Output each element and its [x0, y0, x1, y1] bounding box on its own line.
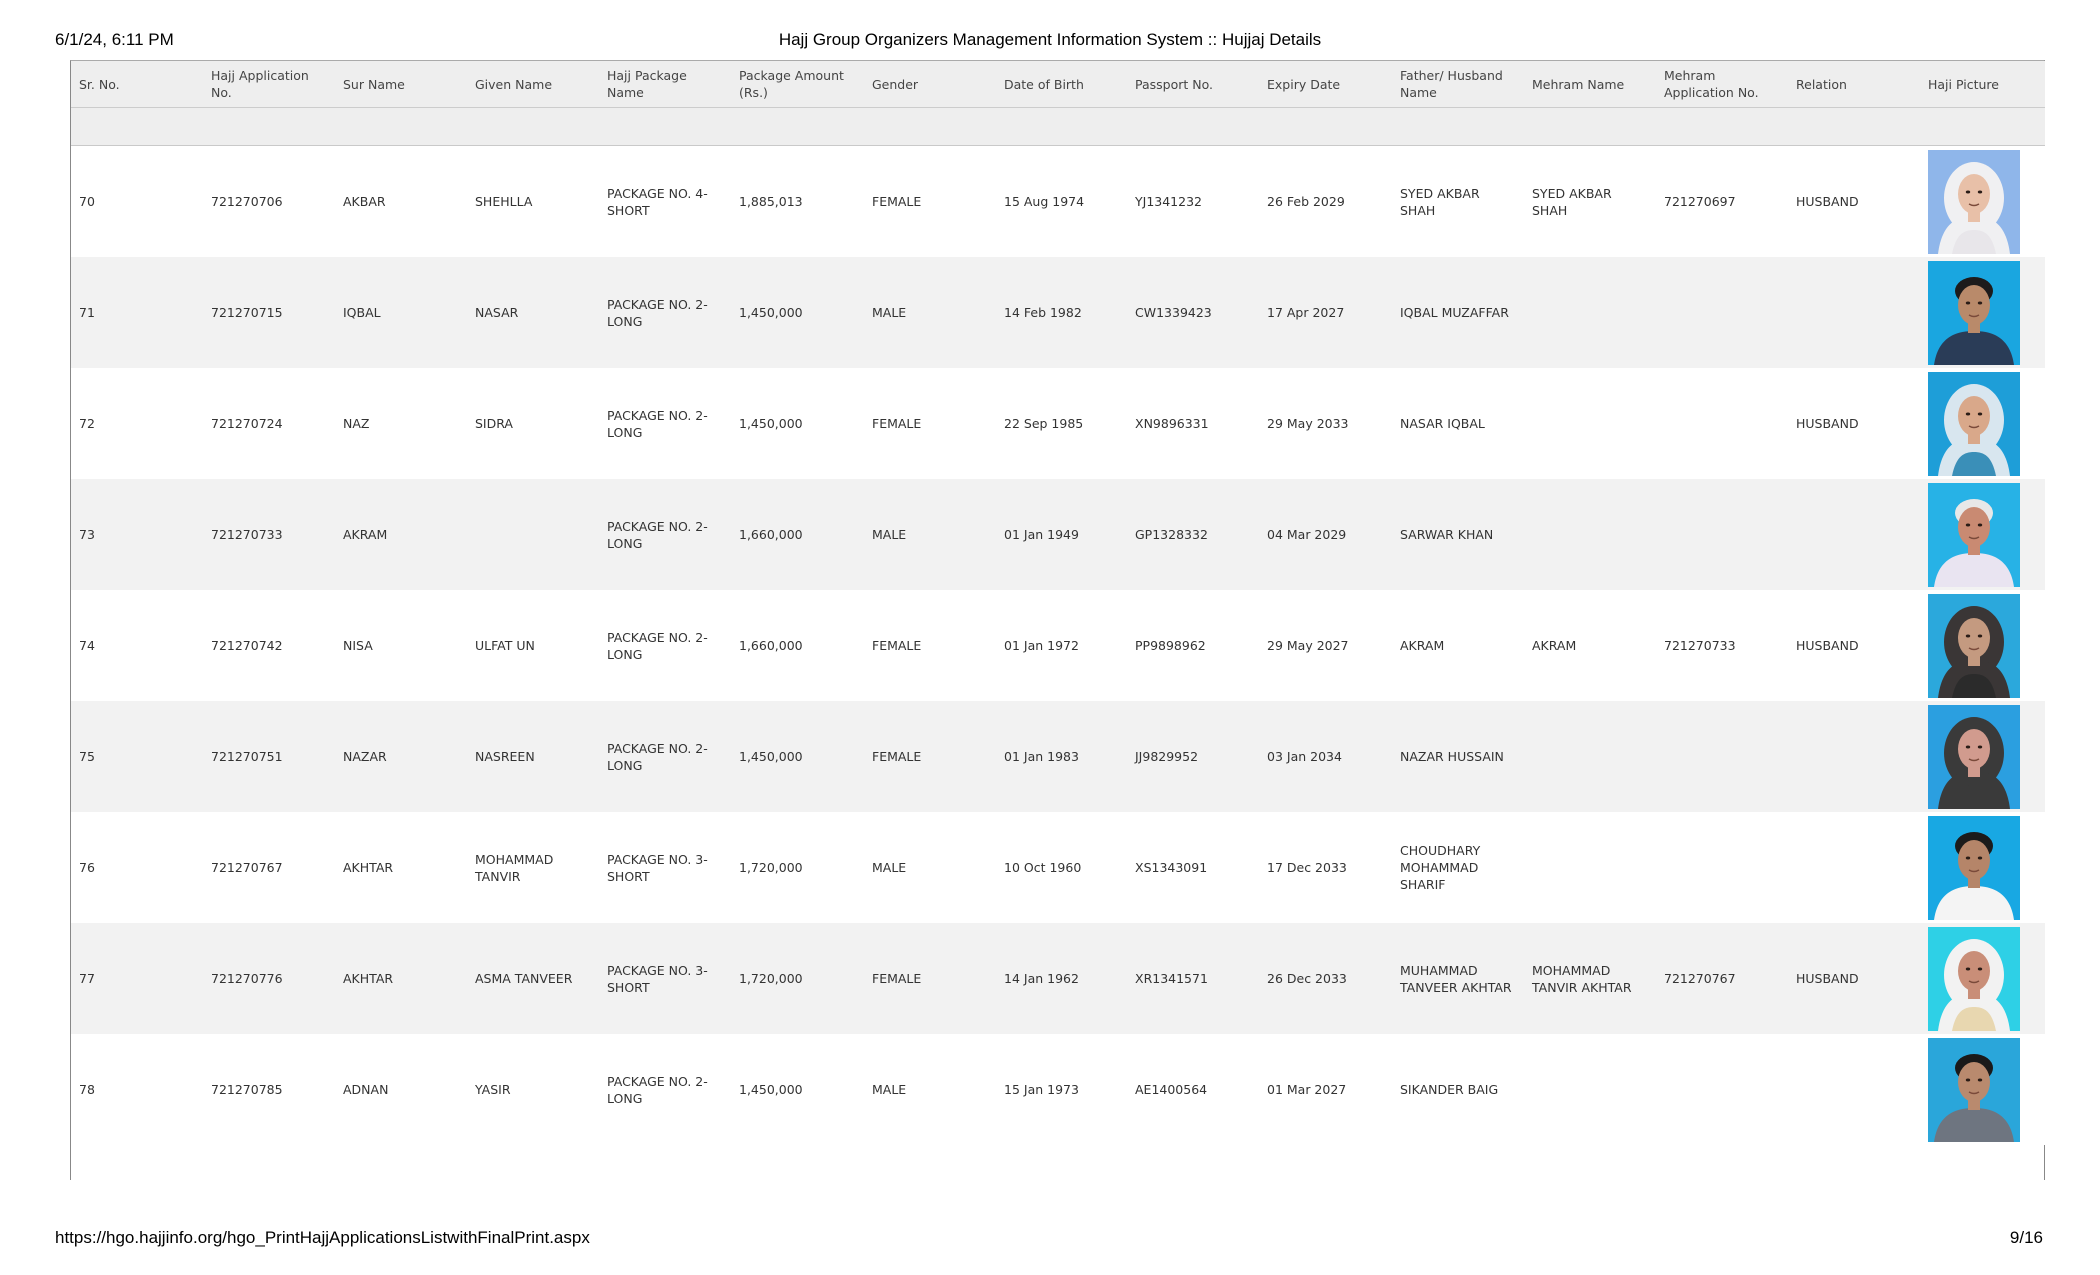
haji-photo: [1928, 816, 2020, 920]
print-datetime: 6/1/24, 6:11 PM: [55, 30, 174, 49]
cell-package-amount: 1,450,000: [731, 368, 864, 479]
portrait-eye-right: [1978, 190, 1982, 193]
cell-gender: FEMALE: [864, 590, 996, 701]
portrait-face: [1958, 507, 1990, 547]
cell-package-name: PACKAGE NO. 2-LONG: [599, 701, 731, 812]
cell-application-no: 721270724: [203, 368, 335, 479]
cell-relation: HUSBAND: [1788, 368, 1920, 479]
cell-expiry-date: 29 May 2027: [1259, 590, 1392, 701]
portrait-eye-right: [1978, 301, 1982, 304]
table-header-row: [71, 61, 2045, 108]
cell-package-amount: 1,660,000: [731, 479, 864, 590]
col-header-date-of-birth: Date of Birth: [996, 61, 1127, 108]
portrait-face: [1958, 618, 1990, 658]
portrait-eye-left: [1966, 745, 1970, 748]
cell-package-name: PACKAGE NO. 2-LONG: [599, 368, 731, 479]
cell-mehram-application-no: 721270733: [1656, 590, 1788, 701]
haji-photo: [1928, 1038, 2020, 1142]
cell-package-name: PACKAGE NO. 2-LONG: [599, 1034, 731, 1145]
cell-given-name: ASMA TANVEER: [467, 923, 599, 1034]
cell-sr-no: 75: [71, 701, 203, 812]
cell-expiry-date: 04 Mar 2029: [1259, 479, 1392, 590]
cell-relation: [1788, 701, 1920, 812]
portrait-eye-right: [1978, 856, 1982, 859]
portrait-eye-right: [1978, 412, 1982, 415]
cell-gender: MALE: [864, 479, 996, 590]
hujjaj-table: [71, 61, 2045, 1145]
portrait-eye-left: [1966, 1078, 1970, 1081]
cell-package-name: PACKAGE NO. 3-SHORT: [599, 923, 731, 1034]
table-row: [71, 1034, 2045, 1145]
cell-application-no: 721270776: [203, 923, 335, 1034]
col-header-application-no: Hajj Application No.: [203, 61, 335, 108]
cell-gender: FEMALE: [864, 368, 996, 479]
portrait-face: [1958, 951, 1990, 991]
cell-relation: [1788, 479, 1920, 590]
cell-package-amount: 1,720,000: [731, 812, 864, 923]
haji-photo: [1928, 705, 2020, 809]
cell-mehram-name: [1524, 1034, 1656, 1145]
cell-passport-no: CW1339423: [1127, 257, 1259, 368]
cell-sr-no: 72: [71, 368, 203, 479]
cell-expiry-date: 01 Mar 2027: [1259, 1034, 1392, 1145]
cell-application-no: 721270751: [203, 701, 335, 812]
cell-sur-name: NISA: [335, 590, 467, 701]
cell-application-no: 721270767: [203, 812, 335, 923]
cell-relation: HUSBAND: [1788, 923, 1920, 1034]
portrait-eye-left: [1966, 301, 1970, 304]
hujjaj-details-panel: [70, 60, 2045, 1180]
col-header-passport-no: Passport No.: [1127, 61, 1259, 108]
cell-relation: [1788, 1034, 1920, 1145]
portrait-image: [1928, 705, 2020, 809]
cell-package-name: PACKAGE NO. 4-SHORT: [599, 146, 731, 258]
haji-photo: [1928, 372, 2020, 476]
portrait-eye-left: [1966, 412, 1970, 415]
portrait-face: [1958, 174, 1990, 214]
cell-package-name: PACKAGE NO. 2-LONG: [599, 257, 731, 368]
haji-photo: [1928, 927, 2020, 1031]
cell-package-amount: 1,660,000: [731, 590, 864, 701]
cell-sr-no: 78: [71, 1034, 203, 1145]
cell-gender: MALE: [864, 812, 996, 923]
haji-photo: [1928, 150, 2020, 254]
cell-sur-name: AKRAM: [335, 479, 467, 590]
portrait-eye-right: [1978, 634, 1982, 637]
table-row: [71, 590, 2045, 701]
cell-mehram-application-no: [1656, 812, 1788, 923]
cell-mehram-application-no: [1656, 701, 1788, 812]
col-header-mehram-name: Mehram Name: [1524, 61, 1656, 108]
cell-gender: FEMALE: [864, 146, 996, 258]
print-url: https://hgo.hajjinfo.org/hgo_PrintHajjApplicationsListwithFinalPrint.aspx: [55, 1228, 590, 1247]
cell-mehram-application-no: 721270767: [1656, 923, 1788, 1034]
cell-relation: HUSBAND: [1788, 146, 1920, 258]
portrait-image: [1928, 594, 2020, 698]
page-title: Hajj Group Organizers Management Information System :: Hujjaj Details: [778, 30, 1322, 49]
table-row: [71, 701, 2045, 812]
cell-given-name: SHEHLLA: [467, 146, 599, 258]
cell-passport-no: GP1328332: [1127, 479, 1259, 590]
portrait-image: [1928, 816, 2020, 920]
cell-father-husband-name: SYED AKBAR SHAH: [1392, 146, 1524, 258]
portrait-eye-right: [1978, 745, 1982, 748]
cell-sr-no: 76: [71, 812, 203, 923]
col-header-father-husband-name: Father/ Husband Name: [1392, 61, 1524, 108]
portrait-eye-left: [1966, 967, 1970, 970]
cell-given-name: SIDRA: [467, 368, 599, 479]
col-header-package-name: Hajj Package Name: [599, 61, 731, 108]
cell-expiry-date: 03 Jan 2034: [1259, 701, 1392, 812]
cell-expiry-date: 17 Apr 2027: [1259, 257, 1392, 368]
haji-photo: [1928, 483, 2020, 587]
cell-passport-no: JJ9829952: [1127, 701, 1259, 812]
cell-mehram-application-no: [1656, 1034, 1788, 1145]
cell-relation: [1788, 257, 1920, 368]
cell-sur-name: IQBAL: [335, 257, 467, 368]
cell-father-husband-name: IQBAL MUZAFFAR: [1392, 257, 1524, 368]
cell-relation: HUSBAND: [1788, 590, 1920, 701]
cell-package-name: PACKAGE NO. 2-LONG: [599, 590, 731, 701]
table-row: [71, 257, 2045, 368]
cell-sur-name: AKBAR: [335, 146, 467, 258]
cell-haji-picture: [1920, 590, 2045, 701]
table-row: [71, 368, 2045, 479]
cell-relation: [1788, 812, 1920, 923]
col-header-given-name: Given Name: [467, 61, 599, 108]
portrait-image: [1928, 261, 2020, 365]
col-header-relation: Relation: [1788, 61, 1920, 108]
col-header-sur-name: Sur Name: [335, 61, 467, 108]
cell-date-of-birth: 22 Sep 1985: [996, 368, 1127, 479]
cell-date-of-birth: 15 Jan 1973: [996, 1034, 1127, 1145]
cell-expiry-date: 26 Dec 2033: [1259, 923, 1392, 1034]
cell-father-husband-name: AKRAM: [1392, 590, 1524, 701]
cell-father-husband-name: SIKANDER BAIG: [1392, 1034, 1524, 1145]
cell-given-name: YASIR: [467, 1034, 599, 1145]
portrait-face: [1958, 1062, 1990, 1102]
cell-sur-name: NAZAR: [335, 701, 467, 812]
cell-application-no: 721270706: [203, 146, 335, 258]
cell-haji-picture: [1920, 923, 2045, 1034]
cell-mehram-name: [1524, 257, 1656, 368]
cell-mehram-application-no: [1656, 368, 1788, 479]
cell-date-of-birth: 01 Jan 1949: [996, 479, 1127, 590]
cell-haji-picture: [1920, 701, 2045, 812]
cell-date-of-birth: 10 Oct 1960: [996, 812, 1127, 923]
cell-package-amount: 1,450,000: [731, 701, 864, 812]
cell-mehram-name: [1524, 701, 1656, 812]
cell-sr-no: 74: [71, 590, 203, 701]
cell-father-husband-name: NAZAR HUSSAIN: [1392, 701, 1524, 812]
cell-expiry-date: 29 May 2033: [1259, 368, 1392, 479]
portrait-image: [1928, 927, 2020, 1031]
portrait-eye-left: [1966, 523, 1970, 526]
col-header-sr-no: Sr. No.: [71, 61, 203, 108]
col-header-haji-picture: Haji Picture: [1920, 61, 2045, 108]
cell-package-amount: 1,720,000: [731, 923, 864, 1034]
table-filter-row: [71, 108, 2045, 146]
table-row: [71, 923, 2045, 1034]
cell-mehram-name: [1524, 812, 1656, 923]
cell-sr-no: 73: [71, 479, 203, 590]
table-row: [71, 812, 2045, 923]
table-row: [71, 146, 2045, 258]
print-page-number: 9/16: [2009, 1228, 2043, 1247]
cell-date-of-birth: 01 Jan 1972: [996, 590, 1127, 701]
cell-passport-no: XS1343091: [1127, 812, 1259, 923]
cell-application-no: 721270733: [203, 479, 335, 590]
cell-mehram-name: [1524, 479, 1656, 590]
cell-mehram-name: [1524, 368, 1656, 479]
cell-passport-no: XR1341571: [1127, 923, 1259, 1034]
cell-application-no: 721270785: [203, 1034, 335, 1145]
portrait-image: [1928, 372, 2020, 476]
cell-mehram-name: SYED AKBAR SHAH: [1524, 146, 1656, 258]
cell-sur-name: NAZ: [335, 368, 467, 479]
cell-haji-picture: [1920, 368, 2045, 479]
portrait-eye-left: [1966, 190, 1970, 193]
haji-photo: [1928, 594, 2020, 698]
cell-passport-no: PP9898962: [1127, 590, 1259, 701]
cell-application-no: 721270715: [203, 257, 335, 368]
cell-given-name: NASAR: [467, 257, 599, 368]
cell-father-husband-name: MUHAMMAD TANVEER AKHTAR: [1392, 923, 1524, 1034]
cell-date-of-birth: 14 Jan 1962: [996, 923, 1127, 1034]
cell-date-of-birth: 15 Aug 1974: [996, 146, 1127, 258]
cell-package-amount: 1,450,000: [731, 1034, 864, 1145]
cell-passport-no: YJ1341232: [1127, 146, 1259, 258]
col-header-gender: Gender: [864, 61, 996, 108]
cell-haji-picture: [1920, 146, 2045, 258]
col-header-package-amount: Package Amount (Rs.): [731, 61, 864, 108]
cell-package-name: PACKAGE NO. 2-LONG: [599, 479, 731, 590]
cell-mehram-name: MOHAMMAD TANVIR AKHTAR: [1524, 923, 1656, 1034]
cell-package-name: PACKAGE NO. 3-SHORT: [599, 812, 731, 923]
cell-sur-name: AKHTAR: [335, 923, 467, 1034]
portrait-eye-right: [1978, 967, 1982, 970]
portrait-image: [1928, 483, 2020, 587]
cell-application-no: 721270742: [203, 590, 335, 701]
cell-gender: FEMALE: [864, 701, 996, 812]
cell-mehram-application-no: [1656, 479, 1788, 590]
portrait-face: [1958, 396, 1990, 436]
cell-father-husband-name: CHOUDHARY MOHAMMAD SHARIF: [1392, 812, 1524, 923]
cell-haji-picture: [1920, 257, 2045, 368]
cell-package-amount: 1,885,013: [731, 146, 864, 258]
cell-gender: MALE: [864, 257, 996, 368]
table-row: [71, 479, 2045, 590]
cell-passport-no: XN9896331: [1127, 368, 1259, 479]
cell-haji-picture: [1920, 479, 2045, 590]
cell-given-name: MOHAMMAD TANVIR: [467, 812, 599, 923]
cell-package-amount: 1,450,000: [731, 257, 864, 368]
cell-sr-no: 70: [71, 146, 203, 258]
cell-mehram-application-no: 721270697: [1656, 146, 1788, 258]
print-header: [55, 30, 2045, 54]
portrait-image: [1928, 150, 2020, 254]
cell-father-husband-name: SARWAR KHAN: [1392, 479, 1524, 590]
col-header-mehram-application-no: Mehram Application No.: [1656, 61, 1788, 108]
portrait-eye-left: [1966, 634, 1970, 637]
portrait-eye-left: [1966, 856, 1970, 859]
table-filter-cell: [71, 108, 2045, 146]
cell-father-husband-name: NASAR IQBAL: [1392, 368, 1524, 479]
cell-haji-picture: [1920, 1034, 2045, 1145]
cell-sr-no: 77: [71, 923, 203, 1034]
cell-mehram-name: AKRAM: [1524, 590, 1656, 701]
cell-sur-name: ADNAN: [335, 1034, 467, 1145]
cell-given-name: [467, 479, 599, 590]
cell-mehram-application-no: [1656, 257, 1788, 368]
portrait-face: [1958, 840, 1990, 880]
cell-date-of-birth: 14 Feb 1982: [996, 257, 1127, 368]
cell-passport-no: AE1400564: [1127, 1034, 1259, 1145]
cell-haji-picture: [1920, 812, 2045, 923]
portrait-image: [1928, 1038, 2020, 1142]
print-footer: [55, 1228, 2045, 1252]
cell-gender: FEMALE: [864, 923, 996, 1034]
portrait-face: [1958, 729, 1990, 769]
cell-date-of-birth: 01 Jan 1983: [996, 701, 1127, 812]
cell-expiry-date: 17 Dec 2033: [1259, 812, 1392, 923]
cell-gender: MALE: [864, 1034, 996, 1145]
cell-sur-name: AKHTAR: [335, 812, 467, 923]
cell-expiry-date: 26 Feb 2029: [1259, 146, 1392, 258]
cell-sr-no: 71: [71, 257, 203, 368]
cell-given-name: ULFAT UN: [467, 590, 599, 701]
col-header-expiry-date: Expiry Date: [1259, 61, 1392, 108]
portrait-eye-right: [1978, 523, 1982, 526]
portrait-face: [1958, 285, 1990, 325]
haji-photo: [1928, 261, 2020, 365]
portrait-eye-right: [1978, 1078, 1982, 1081]
cell-given-name: NASREEN: [467, 701, 599, 812]
